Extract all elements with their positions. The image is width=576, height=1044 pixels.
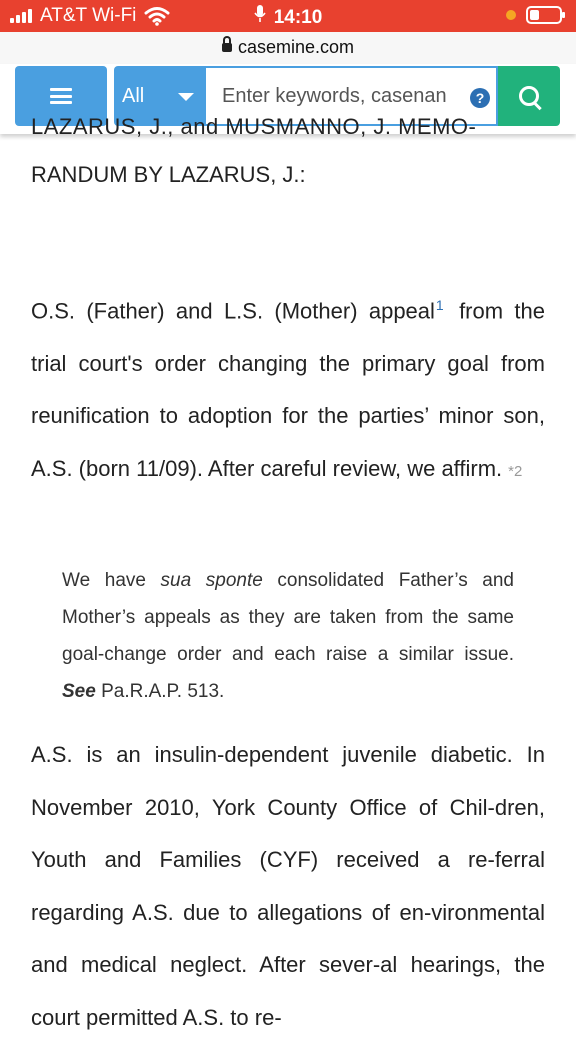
citation: Pa.R.A.P. 513. [95, 681, 225, 702]
document-content [0, 114, 576, 1030]
status-bar [0, 0, 576, 32]
url-domain: casemine.com [237, 37, 355, 57]
lock-icon [222, 43, 232, 52]
help-icon[interactable]: ? [470, 88, 490, 108]
paragraph-1-start: O.S. (Father) and L.S. (Mother) appeal [31, 298, 435, 324]
carrier-label: AT&T Wi-Fi [40, 5, 137, 26]
memorandum-heading: RANDUM BY LAZARUS, J.: [31, 162, 306, 187]
footnote-italic: sua sponte [160, 570, 263, 591]
page-marker: *2 [508, 462, 523, 480]
search-icon [519, 86, 539, 106]
hamburger-icon [50, 88, 72, 104]
paragraph-1 [31, 279, 545, 498]
truncated-line: LAZARUS, J., and MUSMANNO, J. MEMO- [31, 114, 477, 139]
battery-icon [526, 6, 562, 24]
status-time [0, 5, 576, 29]
chevron-down-icon [178, 93, 194, 101]
recording-dot-icon [506, 10, 516, 20]
paragraph-1-from: from [459, 298, 504, 324]
footnote-part: We have [62, 570, 161, 591]
footnote-text [62, 562, 514, 710]
footnote-ref-link[interactable]: 1 [435, 297, 444, 313]
footnote-part: consolidated Father’s and Mother’s appeals as they are taken from the same goal-change order and each raise a similar issue. [62, 570, 514, 665]
microphone-icon [254, 5, 266, 23]
status-right [506, 6, 562, 24]
citation-signal: See [62, 681, 96, 702]
paragraph-1-rest: the trial court's order changing the primary goal from reunification to adoption for the parties’ minor son, A.S. (born 11/09). After careful review, we affirm. [31, 298, 545, 481]
url-bar[interactable] [0, 32, 576, 64]
filter-label: All [122, 84, 145, 107]
clock: 14:10 [273, 7, 323, 28]
paragraph-2: A.S. is an insulin-dependent juvenile diabetic. In November 2010, York County Office of Chil-dren, Youth and Families (CYF) received a re-ferral regarding A.S. due to allegations of en-vironmental and medical neglect. After sever-al hearings, the court permitted A.S. to re- [31, 742, 545, 1030]
